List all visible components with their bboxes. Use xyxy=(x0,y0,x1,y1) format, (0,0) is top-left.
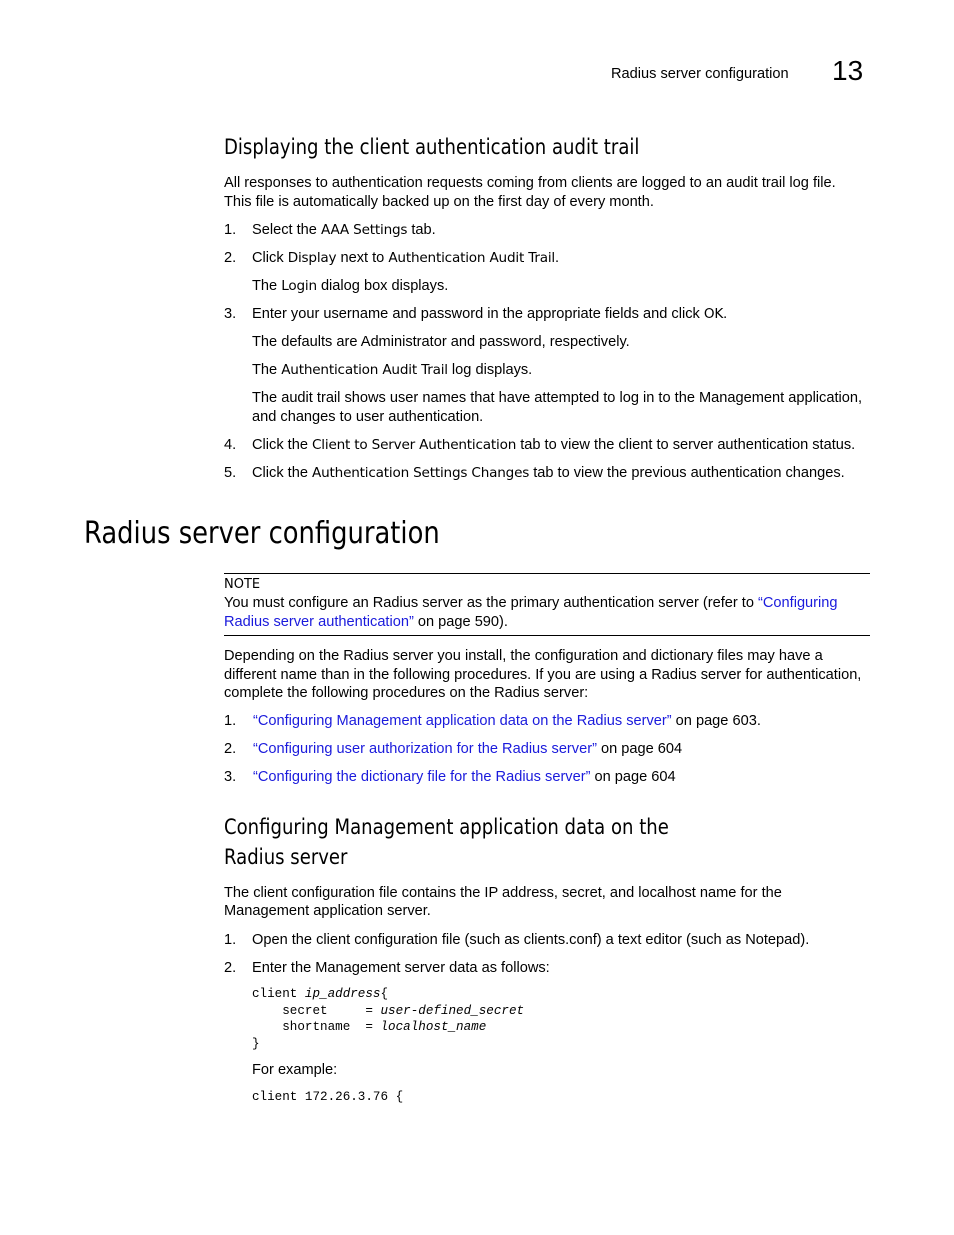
ui-term: Authentication Settings Changes xyxy=(312,465,530,481)
config-intro-line-1: The client configuration file contains the IP address, secret, and localhost name for the xyxy=(224,885,782,901)
audit-step-2: Click Display next to Authentication Audit Trail. xyxy=(252,250,560,266)
note-link[interactable]: “Configuring xyxy=(758,595,838,611)
step-3-defaults: The defaults are Administrator and password, respectively. xyxy=(252,334,630,350)
example-label: For example: xyxy=(252,1062,338,1078)
step-number: 5. xyxy=(224,465,237,481)
ui-term: Authentication Audit Trail xyxy=(281,362,448,378)
step-number: 1. xyxy=(224,932,237,948)
note-top-rule xyxy=(224,573,870,574)
config-section-heading-line-2: Radius server xyxy=(224,845,348,869)
procedure-link-item: “Configuring the dictionary file for the Radius server” on page 604 xyxy=(253,769,676,785)
radius-section-heading: Radius server configuration xyxy=(84,516,440,551)
step-3-desc-line-2: and changes to user authentication. xyxy=(252,409,484,425)
procedure-link-item: “Configuring Management application data on the Radius server” on page 603. xyxy=(253,713,761,729)
list-number: 3. xyxy=(224,769,237,785)
note-line-1: You must configure an Radius server as the primary authentication server (refer to “Configuring xyxy=(224,595,838,611)
audit-intro-line-1: All responses to authentication requests coming from clients are logged to an audit trail log file. xyxy=(224,175,836,191)
procedure-link[interactable]: “Configuring the dictionary file for the Radius server” xyxy=(253,769,591,785)
code-block-template: client ip_address{ secret = user-defined_secret shortname = localhost_name } xyxy=(252,987,525,1051)
list-number: 1. xyxy=(224,713,237,729)
note-line-2: Radius server authentication” on page 590). xyxy=(224,614,508,630)
ui-term: OK xyxy=(703,306,724,322)
audit-step-3: Enter your username and password in the appropriate fields and click OK. xyxy=(252,306,728,322)
ui-term: Authentication Audit Trail xyxy=(388,250,555,266)
audit-section-heading: Displaying the client authentication audit trail xyxy=(224,135,640,159)
config-section-heading-line-1: Configuring Management application data on the xyxy=(224,815,669,839)
config-step-2: Enter the Management server data as follows: xyxy=(252,960,550,976)
step-2-result: The Login dialog box displays. xyxy=(252,278,449,294)
ui-term: Display xyxy=(287,250,337,266)
ui-term: Client to Server Authentication xyxy=(312,437,517,453)
note-bottom-rule xyxy=(224,635,870,636)
procedure-link-item: “Configuring user authorization for the Radius server” on page 604 xyxy=(253,741,683,757)
procedure-link[interactable]: “Configuring Management application data on the Radius server” xyxy=(253,713,672,729)
audit-intro-line-2: This file is automatically backed up on the first day of every month. xyxy=(224,194,654,210)
config-intro-line-2: Management application server. xyxy=(224,903,431,919)
code-block-example: client 172.26.3.76 { xyxy=(252,1090,404,1104)
list-number: 2. xyxy=(224,741,237,757)
audit-step-4: Click the Client to Server Authentication tab to view the client to server authentication status. xyxy=(252,437,856,453)
procedure-link[interactable]: “Configuring user authorization for the Radius server” xyxy=(253,741,597,757)
chapter-number: 13 xyxy=(832,55,864,86)
radius-intro-line-2: different name than in the following procedures. If you are using a Radius server for authentication, xyxy=(224,667,862,683)
step-number: 2. xyxy=(224,960,237,976)
step-number: 1. xyxy=(224,222,237,238)
radius-intro-line-1: Depending on the Radius server you install, the configuration and dictionary files may have a xyxy=(224,648,823,664)
audit-step-5: Click the Authentication Settings Changes tab to view the previous authentication changes. xyxy=(252,465,845,481)
step-3-result: The Authentication Audit Trail log displays. xyxy=(252,362,533,378)
ui-term: Login xyxy=(281,278,317,294)
step-number: 4. xyxy=(224,437,237,453)
step-number: 3. xyxy=(224,306,237,322)
running-header-title: Radius server configuration xyxy=(611,66,789,82)
step-3-desc-line-1: The audit trail shows user names that have attempted to log in to the Management application, xyxy=(252,390,863,406)
note-link[interactable]: Radius server authentication” xyxy=(224,614,414,630)
step-number: 2. xyxy=(224,250,237,266)
config-step-1: Open the client configuration file (such as clients.conf) a text editor (such as Notepad). xyxy=(252,932,810,948)
note-label: NOTE xyxy=(224,577,261,592)
ui-term: AAA Settings xyxy=(320,222,408,238)
radius-intro-line-3: complete the following procedures on the Radius server: xyxy=(224,685,589,701)
audit-step-1: Select the AAA Settings tab. xyxy=(252,222,436,238)
